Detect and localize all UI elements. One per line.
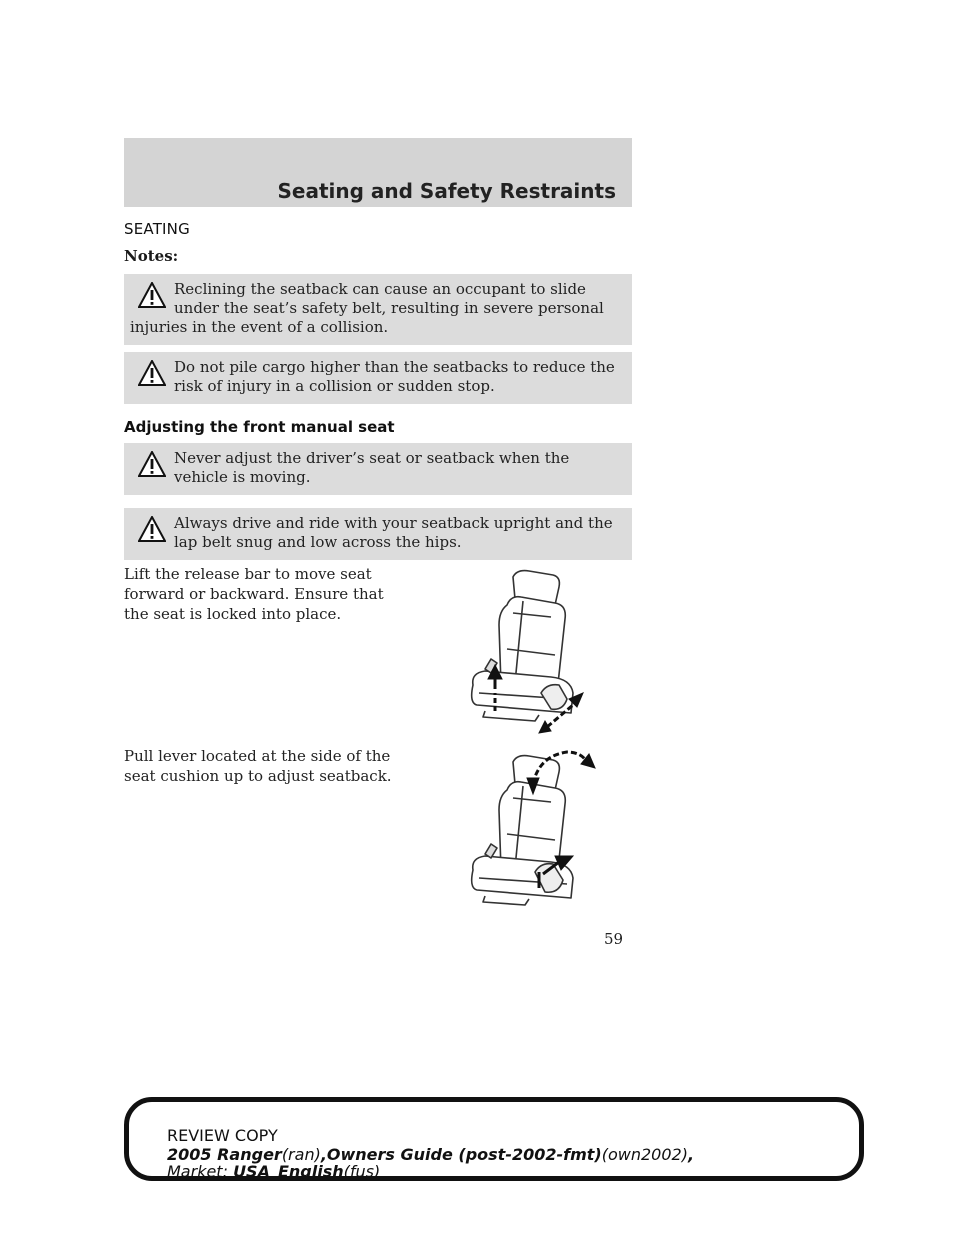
notes-label: Notes:	[124, 247, 179, 265]
review-copy-footer	[124, 1097, 864, 1181]
section-title: SEATING	[124, 220, 190, 238]
warning-triangle-icon	[138, 516, 166, 542]
page-header-title: Seating and Safety Restraints	[277, 179, 616, 203]
paragraph-release-bar: Lift the release bar to move seat forward or backward. Ensure that the seat is locked into place.	[124, 565, 384, 623]
warning-box	[124, 274, 632, 345]
page-header-band	[124, 138, 632, 207]
warning-triangle-icon	[138, 451, 166, 477]
warning-box	[124, 443, 632, 495]
warning-text: Never adjust the driver’s seat or seatback when the vehicle is moving.	[174, 449, 570, 486]
footer-market: USA_English	[233, 1162, 344, 1181]
footer-model: 2005 Ranger	[167, 1145, 282, 1164]
footer-market-code: (fus)	[343, 1162, 381, 1181]
review-copy-label: REVIEW COPY	[167, 1126, 278, 1145]
warning-triangle-icon	[138, 360, 166, 386]
warning-text: Reclining the seatback can cause an occupant to slide under the seat’s safety belt, resulting in severe personal injuries in the event of a collision.	[130, 280, 604, 336]
warning-triangle-icon	[138, 282, 166, 308]
warning-box	[124, 352, 632, 404]
warning-text: Do not pile cargo higher than the seatbacks to reduce the risk of injury in a collision or sudden stop.	[174, 358, 615, 395]
footer-market-label: Market:	[167, 1162, 228, 1181]
review-copy-market-line	[167, 1162, 380, 1181]
subhead: Adjusting the front manual seat	[124, 418, 395, 436]
footer-guide: Owners Guide (post-2002-fmt)	[326, 1145, 602, 1164]
footer-model-code: (ran)	[281, 1145, 321, 1164]
footer-comma: ,	[320, 1145, 327, 1164]
page-number: 59	[604, 930, 624, 948]
seat-fore-aft-adjust-icon	[455, 565, 595, 735]
footer-comma: ,	[687, 1145, 695, 1164]
seatback-recline-adjust-icon	[455, 748, 605, 918]
paragraph-seatback-lever: Pull lever located at the side of the seat cushion up to adjust seatback.	[124, 747, 392, 785]
warning-text: Always drive and ride with your seatback upright and the lap belt snug and low across the hips.	[174, 514, 613, 551]
warning-box	[124, 508, 632, 560]
footer-guide-code: (own2002)	[601, 1145, 688, 1164]
